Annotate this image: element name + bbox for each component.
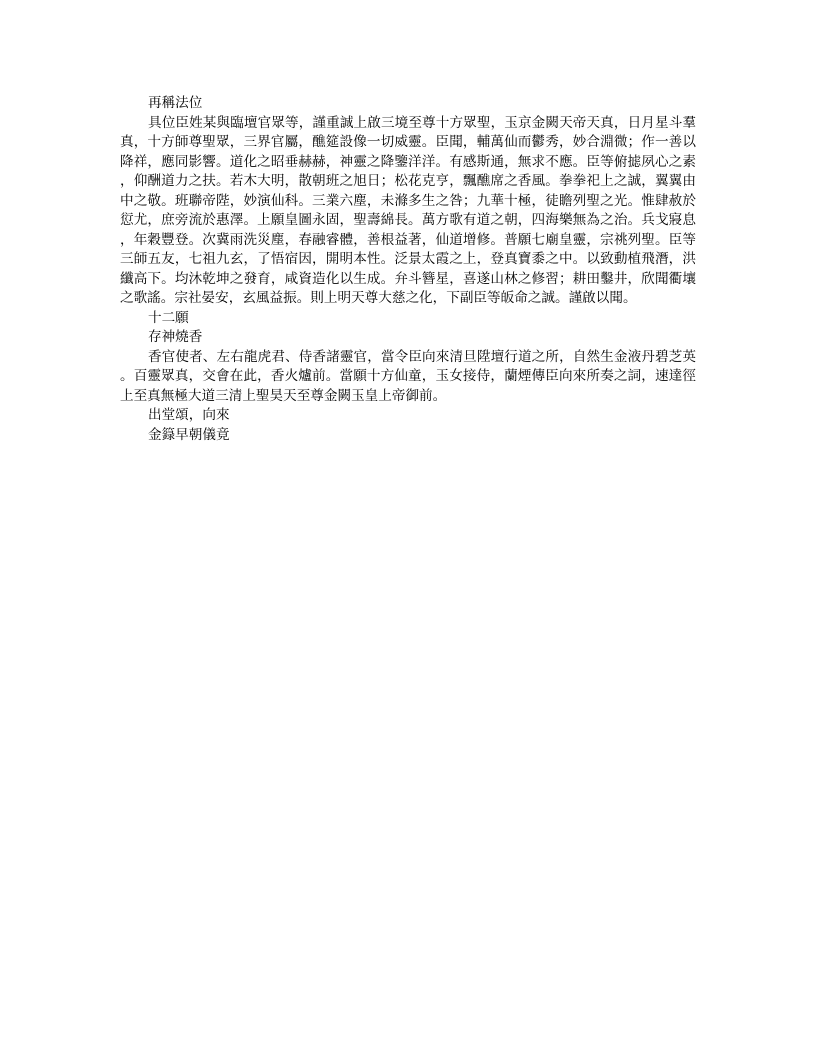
incense-paragraph: 香官使者、左右龍虎君、侍香諸靈官，當令臣向來清旦陞壇行道之所，自然生金液丹碧芝英。百靈眾真，交會在此，香火爐前。當願十方仙童，玉女接侍，蘭煙傳臣向來所奏之詞，速達徑上至真無極大道三清上聖昊天至尊金闕玉皇上帝御前。 xyxy=(120,348,696,404)
ritual-end-line: 金籙早朝儀竟 xyxy=(148,426,230,443)
exit-hymn-line: 出堂頌，向來 xyxy=(148,407,230,423)
section-heading-zaicheng-fawei: 再稱法位 xyxy=(148,95,203,111)
section-heading-twelve-vows: 十二願 xyxy=(148,309,189,326)
invocation-paragraph: 具位臣姓某與臨壇官眾等，謹重誠上啟三境至尊十方眾聖，玉京金闕天帝天真，日月星斗羣真，十方師尊聖眾，三界官屬，醮筵設像一切威靈。臣聞，輔萬仙而鬱秀，妙合淵微；作一善以降祥，應同影響。道化之昭垂赫赫，神靈之降鑒洋洋。有感斯通，無求不應。臣等俯摅夙心之素，仰酬道力之扶。若木大明，散朝班之旭日；松花克亨，飄醮席之香風。拳拳祀上之誠，翼翼由中之敬。班聯帝陛，妙演仙科。三業六塵，未滌多生之咎；九華十極，徒瞻列聖之光。惟肆赦於愆尤，庶旁流於惠澤。上願皇圖永固，聖壽綿長。萬方歌有道之朝，四海樂無為之治。兵戈寢息，年穀豐登。次冀雨洗災塵，春融睿體，善根益著，仙道增修。普願七廟皇靈，宗祧列聖。臣等三師五友，七祖九玄，了悟宿因，開明本性。泛景太霞之上，登真寶黍之中。以致動植飛潛，洪纖高下。均沐乾坤之發育，咸資造化以生成。弁斗簪星，喜遂山林之修習；耕田鑿井，欣聞衢壤之歌謠。宗社晏安，玄風益振。則上明天尊大慈之化，下副臣等皈命之誠。謹啟以聞。 xyxy=(120,114,696,306)
section-heading-incense: 存神燒香 xyxy=(148,329,203,345)
document-page xyxy=(120,94,696,445)
